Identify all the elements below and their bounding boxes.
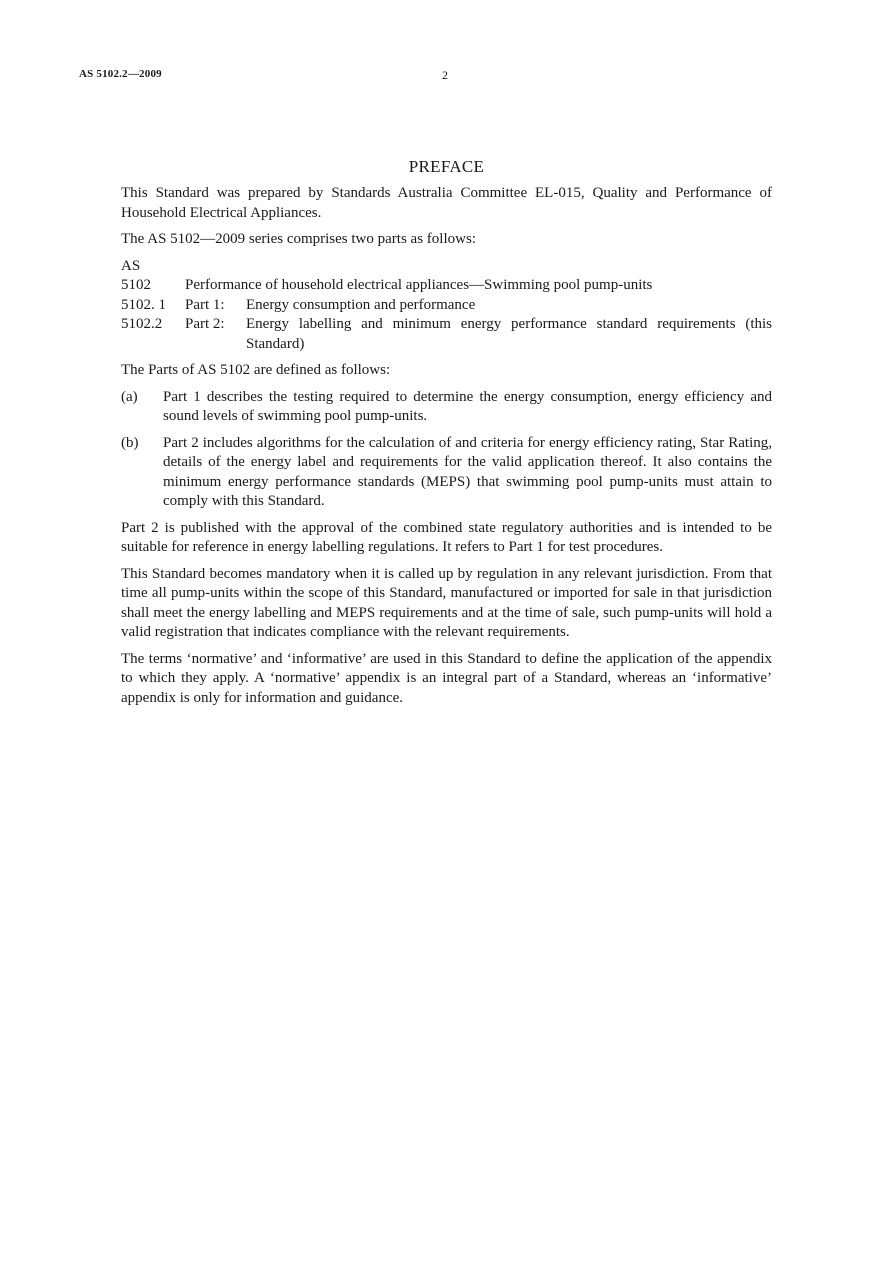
list-item (121, 434, 772, 512)
list-item-text: Part 2 includes algorithms for the calculation of and criteria for energy efficiency rating, Star Rating, details of the energy label and requirements for the valid application thereof. It also contains the minimum energy performance standards (MEPS) that swimming pool pump-units must attain to comply with this Standard. (163, 434, 772, 509)
series-code: 5102. 1 (121, 296, 166, 313)
list-item-label: (a) (121, 388, 138, 405)
list-item (121, 388, 772, 427)
series-code: 5102 (121, 277, 151, 293)
list-item-text: Part 1 describes the testing required to determine the energy consumption, energy efficiency and sound levels of swimming pool pump-units. (163, 388, 772, 424)
series-row (121, 296, 772, 316)
series-part: Part 1: (185, 296, 225, 313)
terms-paragraph: The terms ‘normative’ and ‘informative’ are used in this Standard to define the application of the appendix to which they apply. A ‘normative’ appendix is an integral part of a Standard, whereas an ‘informative’ appendix is only for information and guidance. (121, 650, 772, 706)
mandatory-paragraph: This Standard becomes mandatory when it is called up by regulation in any relevant jurisdiction. From that time all pump-units within the scope of this Standard, manufactured or imported for sale in that jurisdiction shall meet the energy labelling and MEPS requirements and at the time of sale, such pump-units will hold a valid registration that indicates compliance with the relevant requirements. (121, 565, 772, 640)
series-row (121, 315, 772, 354)
document-standard-id: AS 5102.2—2009 (79, 68, 162, 80)
series-row (121, 276, 772, 296)
series-description: Energy consumption and performance (246, 296, 476, 313)
preface-intro-paragraph: This Standard was prepared by Standards Australia Committee EL-015, Quality and Performance of Household Electrical Appliances. (121, 185, 772, 221)
list-item-label: (b) (121, 434, 139, 451)
series-part: Part 2: (185, 316, 225, 332)
series-intro-paragraph: The AS 5102—2009 series comprises two parts as follows: (121, 231, 476, 247)
page-number: 2 (442, 68, 448, 82)
series-head-label: AS (121, 257, 141, 274)
parts-intro-paragraph: The Parts of AS 5102 are defined as follows: (121, 362, 391, 378)
published-paragraph: Part 2 is published with the approval of the combined state regulatory authorities and is intended to be suitable for reference in energy labelling regulations. It refers to Part 1 for test procedures. (121, 519, 772, 555)
preface-title: PREFACE (408, 157, 485, 176)
series-table (121, 276, 772, 354)
series-description: Performance of household electrical appliances—Swimming pool pump-units (185, 277, 653, 293)
series-code: 5102.2 (121, 316, 163, 332)
series-description: Energy labelling and minimum energy performance standard requirements (this Standard) (246, 316, 772, 352)
preface-section (121, 156, 772, 715)
